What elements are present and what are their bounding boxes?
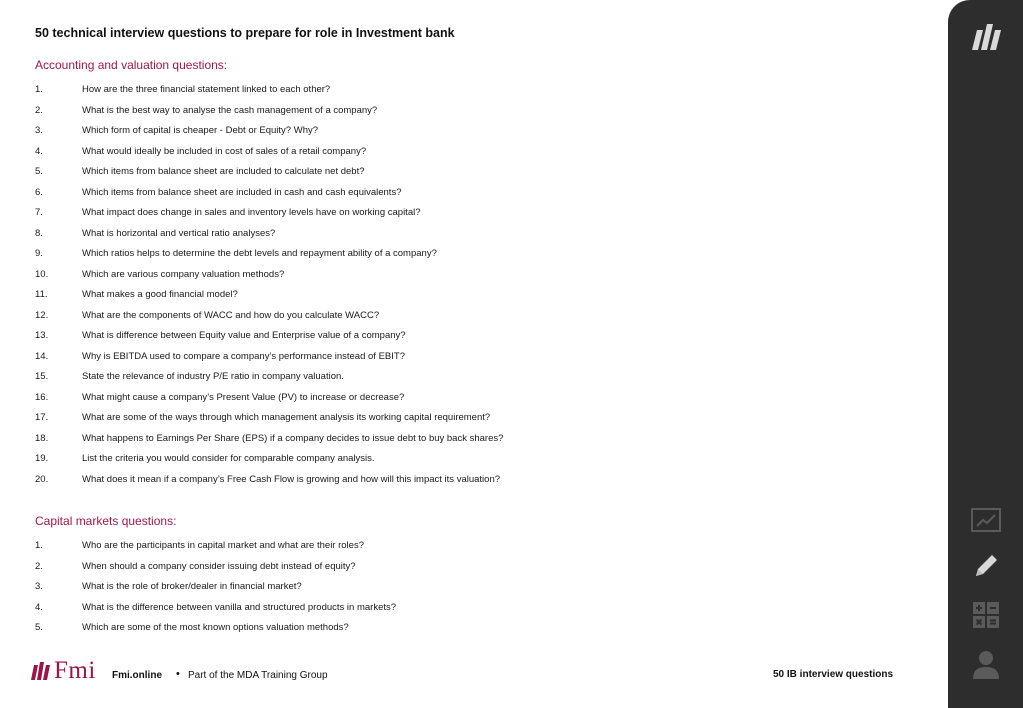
question-text: What are some of the ways through which management analysis its working capital requirement? [82,412,491,423]
question-number: 11. [35,289,48,300]
question-item [35,207,915,228]
footer-group-text: Part of the MDA Training Group [188,670,328,681]
question-item [35,351,915,372]
question-number: 1. [35,84,43,95]
question-number: 16. [35,391,49,403]
user-icon[interactable] [948,650,1023,680]
question-item [35,540,915,561]
question-item [35,412,915,433]
question-number: 3. [35,125,43,136]
question-item [35,622,915,643]
question-text: What is the role of broker/dealer in financial market? [82,581,302,592]
question-number: 12. [35,309,49,321]
question-text: Which are various company valuation methods? [82,268,285,280]
question-text: What happens to Earnings Per Share (EPS) if a company decides to issue debt to buy back shares? [82,432,504,444]
question-number: 18. [35,432,49,444]
question-text: What might cause a company’s Present Value (PV) to increase or decrease? [82,391,405,403]
question-text: What would ideally be included in cost of sales of a retail company? [82,145,367,157]
question-item [35,433,915,454]
question-text: Which items from balance sheet are included to calculate net debt? [82,166,365,177]
question-number: 13. [35,330,49,341]
question-item [35,371,915,392]
question-number: 7. [35,207,43,218]
question-item [35,125,915,146]
question-number: 2. [35,560,43,572]
question-item [35,581,915,602]
question-text: When should a company consider issuing debt instead of equity? [82,560,356,572]
question-number: 6. [35,186,43,198]
question-text: Why is EBITDA used to compare a company’s performance instead of EBIT? [82,350,405,362]
question-item [35,289,915,310]
question-item [35,392,915,413]
question-item [35,330,915,351]
question-text: What is difference between Equity value and Enterprise value of a company? [82,330,406,341]
question-text: State the relevance of industry P/E ratio in company valuation. [82,371,344,382]
question-text: Which form of capital is cheaper - Debt or Equity? Why? [82,125,319,136]
question-text: What is horizontal and vertical ratio analyses? [82,227,276,239]
question-number: 8. [35,227,43,239]
question-item [35,602,915,623]
question-text: List the criteria you would consider for comparable company analysis. [82,453,375,464]
footer-document-label: 50 IB interview questions [773,669,894,680]
fmi-logo-text: Fmi [54,657,96,684]
question-number: 1. [35,540,43,551]
question-item [35,248,915,269]
question-text: Which ratios helps to determine the debt levels and repayment ability of a company? [82,248,437,259]
question-number: 9. [35,248,43,259]
question-number: 15. [35,371,49,382]
question-item [35,310,915,331]
chart-icon[interactable] [948,508,1023,532]
sidebar [948,0,1023,708]
question-number: 4. [35,601,43,613]
question-text: What impact does change in sales and inventory levels have on working capital? [82,207,421,218]
question-text: What is the difference between vanilla and structured products in markets? [82,601,397,613]
question-number: 5. [35,166,43,177]
pencil-icon[interactable] [948,552,1023,580]
fmi-stripes-icon [28,661,50,681]
question-number: 5. [35,622,43,633]
question-text: What does it mean if a company’s Free Cash Flow is growing and how will this impact its valuation? [82,473,501,485]
question-text: Who are the participants in capital market and what are their roles? [82,540,364,551]
fmi-logo-icon[interactable] [948,22,1023,52]
footer [0,655,948,695]
question-item [35,84,915,105]
question-number: 19. [35,453,49,464]
question-text: What are the components of WACC and how do you calculate WACC? [82,309,380,321]
question-text: Which are some of the most known options valuation methods? [82,622,349,633]
calculator-icon[interactable] [948,601,1023,629]
footer-site-link[interactable]: Fmi.online [112,670,162,681]
question-item [35,561,915,582]
question-number: 3. [35,581,43,592]
question-item [35,187,915,208]
fmi-logo [28,658,96,684]
question-list-accounting [35,84,915,494]
question-item [35,228,915,249]
question-text: Which items from balance sheet are included in cash and cash equivalents? [82,186,402,198]
question-item [35,146,915,167]
question-list-capital-markets [35,540,915,643]
question-text: How are the three financial statement linked to each other? [82,84,331,95]
question-item [35,105,915,126]
section-heading-capital-markets: Capital markets questions: [35,514,177,528]
footer-bullet: • [176,668,180,680]
question-number: 14. [35,350,49,362]
question-item [35,453,915,474]
question-number: 17. [35,412,49,423]
question-number: 20. [35,473,49,485]
question-number: 2. [35,104,43,116]
question-number: 4. [35,145,43,157]
section-heading-accounting: Accounting and valuation questions: [35,58,228,72]
question-number: 10. [35,268,49,280]
question-text: What is the best way to analyse the cash management of a company? [82,104,378,116]
question-item [35,269,915,290]
question-item [35,166,915,187]
question-item [35,474,915,495]
page-title: 50 technical interview questions to prepare for role in Investment bank [35,26,455,40]
question-text: What makes a good financial model? [82,289,238,300]
